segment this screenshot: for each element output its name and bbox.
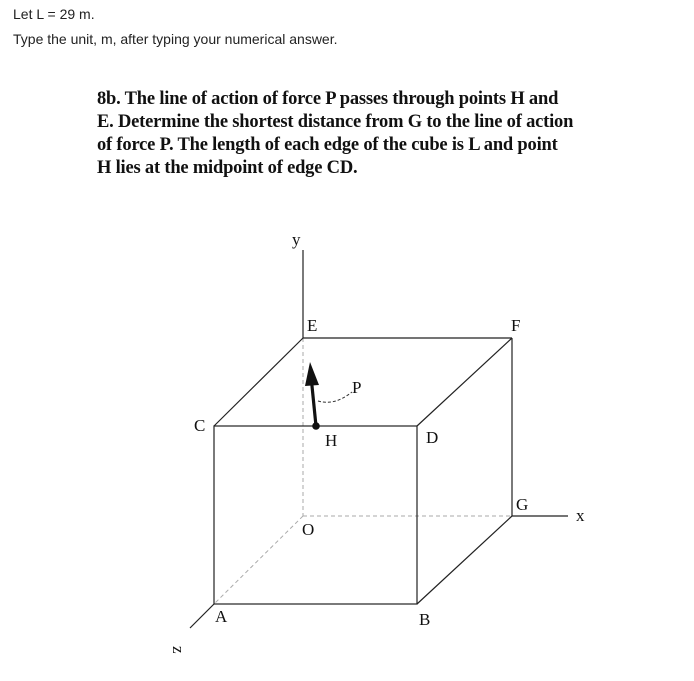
label-d: D <box>426 428 439 447</box>
problem-line-4: H lies at the midpoint of edge CD. <box>97 158 358 178</box>
label-x: x <box>576 506 585 525</box>
label-y: y <box>292 230 301 249</box>
edge-d-f <box>417 338 512 426</box>
unit-instruction: Type the unit, m, after typing your numerical answer. <box>13 31 338 47</box>
label-f: F <box>511 316 521 335</box>
edge-c-e <box>214 338 303 426</box>
given-length: Let L = 29 m. <box>13 6 95 22</box>
front-face <box>214 426 417 604</box>
label-o: O <box>302 520 315 539</box>
force-p-arrow <box>305 362 352 430</box>
label-e: E <box>307 316 318 335</box>
point-h-dot <box>312 422 320 430</box>
problem-line-3: of force P. The length of each edge of the cube is L and point <box>97 135 558 155</box>
edge-b-g <box>417 516 512 604</box>
label-c: C <box>194 416 206 435</box>
force-p-arrowhead <box>305 362 319 386</box>
problem-line-2: E. Determine the shortest distance from G to the line of action <box>97 112 574 132</box>
hidden-edge-o-a <box>214 516 303 604</box>
z-axis <box>190 604 214 628</box>
p-leader-line <box>318 392 352 402</box>
label-h: H <box>325 431 338 450</box>
label-g: G <box>516 495 529 514</box>
label-b: B <box>419 610 431 629</box>
problem-line-1: 8b. The line of action of force P passes through points H and <box>97 89 559 109</box>
label-p: P <box>352 378 362 397</box>
label-z: z <box>169 646 188 654</box>
label-a: A <box>215 607 228 626</box>
